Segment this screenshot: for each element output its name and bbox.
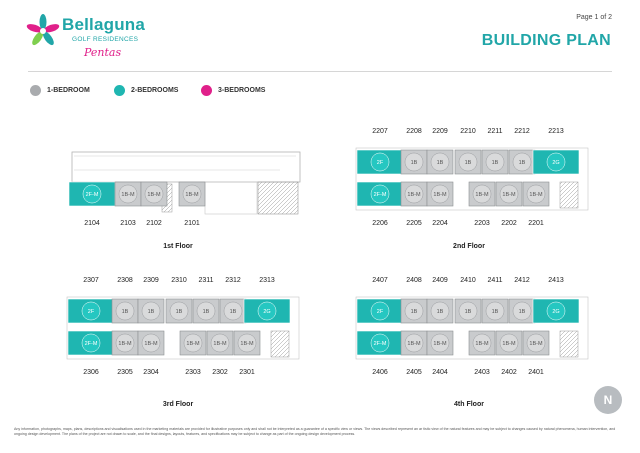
unit-number-2409: 2409 xyxy=(432,277,448,284)
unit-type-label: 1B xyxy=(491,160,499,167)
unit-number-2407: 2407 xyxy=(372,277,388,284)
unit-top-2312 xyxy=(220,299,246,323)
unit-number-2205: 2205 xyxy=(406,220,422,227)
unit-type-label: 1B-M xyxy=(186,341,200,348)
unit-type-label: 1B-M xyxy=(407,192,421,199)
unit-number-2206: 2206 xyxy=(372,220,388,227)
stair-core xyxy=(271,331,289,357)
legend-label: 1-BEDROOM xyxy=(47,87,90,94)
unit-top-2208 xyxy=(401,150,427,174)
unit-type-label: 1B-M xyxy=(433,192,447,199)
unit-top-2307 xyxy=(68,299,114,323)
first-floor-caption: 1st Floor xyxy=(163,243,193,250)
unit-type-label: 1B-M xyxy=(529,341,543,348)
unit-number-2404: 2404 xyxy=(432,369,448,376)
unit-top-2413 xyxy=(533,299,579,323)
unit-bottom-2202 xyxy=(496,182,522,206)
unit-bottom-2205 xyxy=(401,182,427,206)
unit-type-label: 2F xyxy=(376,309,384,316)
unit-number-2405: 2405 xyxy=(406,369,422,376)
unit-number-2306: 2306 xyxy=(83,369,99,376)
fourth-floor-units xyxy=(356,297,588,359)
unit-number-2201: 2201 xyxy=(528,220,544,227)
unit-bottom-2304 xyxy=(138,331,164,355)
unit-bottom-2103 xyxy=(115,182,141,206)
unit-number-2104: 2104 xyxy=(84,220,100,227)
unit-bottom-2404 xyxy=(427,331,453,355)
unit-type-label: 2F-M xyxy=(85,192,99,199)
unit-number-2101: 2101 xyxy=(184,220,200,227)
unit-type-label: 1B xyxy=(464,309,472,316)
unit-top-2207 xyxy=(357,150,403,174)
unit-top-2308 xyxy=(112,299,138,323)
unit-number-2213: 2213 xyxy=(548,128,564,135)
unit-type-label: 1B-M xyxy=(213,341,227,348)
unit-type-label: 1B-M xyxy=(185,192,199,199)
unit-top-2311 xyxy=(193,299,219,323)
unit-number-2305: 2305 xyxy=(117,369,133,376)
unit-number-2208: 2208 xyxy=(406,128,422,135)
unit-number-2312: 2312 xyxy=(225,277,241,284)
unit-bottom-2206 xyxy=(357,182,403,206)
brand-name: Bellaguna xyxy=(62,15,146,34)
unit-number-2103: 2103 xyxy=(120,220,136,227)
legend-label: 2-BEDROOMS xyxy=(131,87,179,94)
unit-type-label: 1B xyxy=(464,160,472,167)
unit-type-label: 2F xyxy=(376,160,384,167)
unit-bottom-2401 xyxy=(523,331,549,355)
unit-type-label: 1B xyxy=(518,160,526,167)
unit-number-2301: 2301 xyxy=(239,369,255,376)
unit-type-label: 1B xyxy=(147,309,155,316)
unit-number-2406: 2406 xyxy=(372,369,388,376)
unit-type-label: 1B-M xyxy=(240,341,254,348)
unit-bottom-2406 xyxy=(357,331,403,355)
unit-type-label: 1B xyxy=(410,309,418,316)
unit-bottom-2403 xyxy=(469,331,495,355)
unit-top-2213 xyxy=(533,150,579,174)
unit-number-2211: 2211 xyxy=(487,128,503,135)
unit-number-2408: 2408 xyxy=(406,277,422,284)
compass-label: N xyxy=(603,393,613,407)
unit-number-2204: 2204 xyxy=(432,220,448,227)
unit-type-label: 1B xyxy=(202,309,210,316)
unit-top-2209 xyxy=(427,150,453,174)
unit-type-label: 1B xyxy=(491,309,499,316)
unit-bottom-2203 xyxy=(469,182,495,206)
unit-type-label: 1B-M xyxy=(475,341,489,348)
unit-number-2308: 2308 xyxy=(117,277,133,284)
unit-bottom-2405 xyxy=(401,331,427,355)
unit-bottom-2303 xyxy=(180,331,206,355)
unit-type-label: 2F-M xyxy=(373,192,387,199)
page-number: Page 1 of 2 xyxy=(576,14,612,21)
unit-type-label: 2F xyxy=(87,309,95,316)
third-floor-caption: 3rd Floor xyxy=(162,401,194,408)
unit-number-2412: 2412 xyxy=(514,277,530,284)
brand-script: Pentas xyxy=(84,46,122,59)
unit-number-2401: 2401 xyxy=(528,369,544,376)
unit-bottom-2102 xyxy=(141,182,167,206)
unit-bottom-2305 xyxy=(112,331,138,355)
unit-top-2211 xyxy=(482,150,508,174)
unit-top-2410 xyxy=(455,299,481,323)
unit-top-2210 xyxy=(455,150,481,174)
unit-type-label: 1B xyxy=(121,309,129,316)
compass-icon xyxy=(594,386,622,414)
unit-type-label: 1B xyxy=(229,309,237,316)
unit-number-2311: 2311 xyxy=(198,277,214,284)
unit-type-label: 2G xyxy=(552,309,560,316)
page-title: BUILDING PLAN xyxy=(481,32,611,49)
unit-number-2413: 2413 xyxy=(548,277,564,284)
fourth-floor-caption: 4th Floor xyxy=(454,401,484,408)
unit-type-label: 1B-M xyxy=(144,341,158,348)
unit-bottom-2201 xyxy=(523,182,549,206)
unit-bottom-2301 xyxy=(234,331,260,355)
unit-top-2309 xyxy=(138,299,164,323)
unit-number-2212: 2212 xyxy=(514,128,530,135)
unit-top-2408 xyxy=(401,299,427,323)
unit-bottom-2104 xyxy=(69,182,115,206)
unit-type-label: 1B-M xyxy=(433,341,447,348)
unit-top-2310 xyxy=(166,299,192,323)
second-floor-units xyxy=(356,148,588,210)
unit-type-label: 1B xyxy=(175,309,183,316)
unit-top-2412 xyxy=(509,299,535,323)
unit-type-label: 1B-M xyxy=(502,192,516,199)
unit-top-2407 xyxy=(357,299,403,323)
unit-number-2309: 2309 xyxy=(143,277,159,284)
unit-type-label: 1B xyxy=(410,160,418,167)
unit-top-2411 xyxy=(482,299,508,323)
unit-number-2402: 2402 xyxy=(501,369,517,376)
unit-type-label: 1B-M xyxy=(118,341,132,348)
disclaimer-text: Any information, photographs, maps, plans, descriptions and visualisations used in the marketing materials are provided for illustrative purposes only and shall not be interpreted as a guarantee of a specific view or views. The views described represent an ar tistic view of the natural features and may be subject to changes caused by natural phenomena, human intervention, and ongoing design development. The plans of the project are not drawn to scale, and the final designs, layouts, features, and specifications may be subject to change as part of the ongoing design development process. xyxy=(14,427,616,436)
unit-number-2102: 2102 xyxy=(146,220,162,227)
unit-number-2203: 2203 xyxy=(474,220,490,227)
unit-number-2310: 2310 xyxy=(171,277,187,284)
unit-top-2409 xyxy=(427,299,453,323)
unit-number-2403: 2403 xyxy=(474,369,490,376)
unit-type-label: 1B-M xyxy=(502,341,516,348)
unit-top-2313 xyxy=(244,299,290,323)
first-floor-units xyxy=(69,182,205,206)
unit-type-label: 2F-M xyxy=(84,341,98,348)
unit-type-label: 1B-M xyxy=(529,192,543,199)
stair-core xyxy=(560,331,578,357)
unit-type-label: 1B xyxy=(436,309,444,316)
unit-type-label: 1B xyxy=(436,160,444,167)
unit-number-2209: 2209 xyxy=(432,128,448,135)
brand-subtitle: GOLF RESIDENCES xyxy=(72,36,139,43)
unit-type-label: 1B-M xyxy=(121,192,135,199)
unit-type-label: 1B xyxy=(518,309,526,316)
unit-bottom-2101 xyxy=(179,182,205,206)
unit-top-2212 xyxy=(509,150,535,174)
unit-number-2411: 2411 xyxy=(487,277,503,284)
third-floor-units xyxy=(67,297,299,359)
unit-number-2313: 2313 xyxy=(259,277,275,284)
legend-label: 3-BEDROOMS xyxy=(218,87,266,94)
unit-type-label: 2G xyxy=(263,309,271,316)
stair-core xyxy=(560,182,578,208)
unit-bottom-2302 xyxy=(207,331,233,355)
unit-type-label: 2G xyxy=(552,160,560,167)
unit-number-2302: 2302 xyxy=(212,369,228,376)
unit-number-2202: 2202 xyxy=(501,220,517,227)
unit-number-2207: 2207 xyxy=(372,128,388,135)
unit-number-2307: 2307 xyxy=(83,277,99,284)
second-floor-caption: 2nd Floor xyxy=(453,243,485,250)
unit-bottom-2402 xyxy=(496,331,522,355)
unit-bottom-2306 xyxy=(68,331,114,355)
unit-number-2210: 2210 xyxy=(460,128,476,135)
unit-number-2303: 2303 xyxy=(185,369,201,376)
unit-number-2410: 2410 xyxy=(460,277,476,284)
unit-type-label: 1B-M xyxy=(475,192,489,199)
unit-number-2304: 2304 xyxy=(143,369,159,376)
unit-type-label: 1B-M xyxy=(407,341,421,348)
unit-bottom-2204 xyxy=(427,182,453,206)
unit-type-label: 1B-M xyxy=(147,192,161,199)
unit-type-label: 2F-M xyxy=(373,341,387,348)
